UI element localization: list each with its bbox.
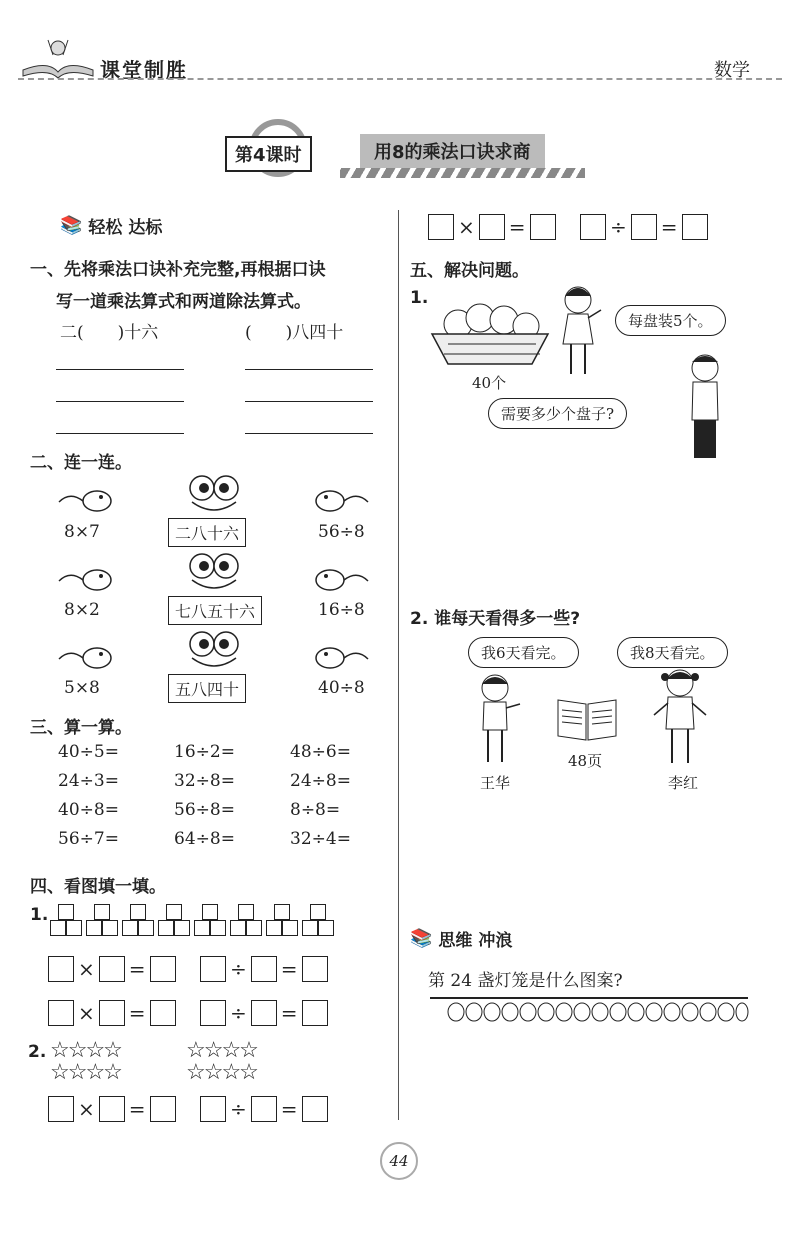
- q1-title: 一、先将乘法口诀补充完整,再根据口诀: [30, 260, 326, 280]
- name-wanghua: 王华: [480, 774, 511, 792]
- q1-right-prompt: ( )八四十: [245, 323, 344, 343]
- tadpole-icon: [312, 643, 372, 673]
- calc-item[interactable]: 16÷2=: [174, 742, 235, 762]
- q3-grid: [58, 742, 378, 849]
- subject-label: 数学: [714, 60, 750, 81]
- tadpole-icon: [312, 565, 372, 595]
- q4-item-2: 2.: [28, 1042, 47, 1062]
- equation-row: ÷ =: [200, 1096, 328, 1122]
- speech-bubble-wanghua: 我6天看完。: [468, 637, 579, 668]
- speech-bubble-lihong: 我8天看完。: [617, 637, 728, 668]
- tadpole-icon: [55, 565, 115, 595]
- match-middle-item[interactable]: 五八四十: [168, 674, 246, 703]
- section-think-heading: 📚 思维 冲浪: [410, 928, 513, 951]
- calc-item[interactable]: 24÷3=: [58, 771, 119, 791]
- calc-item[interactable]: 64÷8=: [174, 829, 235, 849]
- star-row: ☆☆☆☆: [50, 1038, 121, 1063]
- q4-title: 四、看图填一填。: [30, 877, 166, 897]
- books-icon: 📚: [60, 215, 83, 236]
- tadpole-icon: [312, 486, 372, 516]
- match-left-item[interactable]: 5×8: [64, 678, 100, 698]
- calc-item[interactable]: 32÷4=: [290, 829, 351, 849]
- tadpole-icon: [55, 486, 115, 516]
- star-row: ☆☆☆☆: [50, 1060, 121, 1085]
- calc-item[interactable]: 48÷6=: [290, 742, 351, 762]
- equation-row: ÷ =: [580, 214, 708, 240]
- frog-icon: [186, 474, 242, 514]
- girl-lihong-icon: [650, 665, 710, 770]
- frog-icon: [186, 552, 242, 592]
- star-row: ☆☆☆☆: [186, 1060, 257, 1085]
- equation-row: × =: [48, 1000, 176, 1026]
- match-middle-item[interactable]: 二八十六: [168, 518, 246, 547]
- boy-figure-icon: [680, 350, 735, 465]
- open-book-icon: [556, 696, 618, 742]
- column-divider: [398, 210, 399, 1120]
- calc-item[interactable]: 8÷8=: [290, 800, 341, 820]
- boy-wanghua-icon: [470, 670, 525, 770]
- equation-row: × =: [48, 1096, 176, 1122]
- speech-bubble-boy: 需要多少个盘子?: [488, 398, 627, 429]
- header-divider: [18, 78, 782, 80]
- page-number: 44: [380, 1142, 418, 1180]
- q1-left-prompt: 二( )十六: [60, 323, 159, 343]
- book-logo-icon: [18, 30, 98, 80]
- q2-title: 二、连一连。: [30, 453, 132, 473]
- equation-row: × =: [48, 956, 176, 982]
- equation-row: ÷ =: [200, 956, 328, 982]
- name-lihong: 李红: [668, 774, 699, 792]
- star-row: ☆☆☆☆: [186, 1038, 257, 1063]
- answer-line[interactable]: [245, 400, 373, 402]
- tadpole-icon: [55, 643, 115, 673]
- brand-title: 课堂制胜: [100, 58, 188, 82]
- grouping-boxes: [50, 904, 338, 936]
- book-pages: 48页: [568, 752, 603, 770]
- answer-line[interactable]: [56, 432, 184, 434]
- speech-bubble-girl: 每盘装5个。: [615, 305, 726, 336]
- fruit-basket-icon: [428, 296, 553, 371]
- q5-title: 五、解决问题。: [410, 261, 529, 281]
- think-question: 第 24 盏灯笼是什么图案?: [428, 971, 623, 991]
- q3-title: 三、算一算。: [30, 718, 132, 738]
- basket-count: 40个: [472, 374, 507, 392]
- calc-item[interactable]: 56÷7=: [58, 829, 119, 849]
- lesson-number: 第4课时: [225, 136, 312, 172]
- girl-figure-icon: [553, 282, 608, 382]
- calc-item[interactable]: 32÷8=: [174, 771, 235, 791]
- equation-row: ÷ =: [200, 1000, 328, 1026]
- equation-row: × =: [428, 214, 556, 240]
- q5-item-2: 2. 谁每天看得多一些?: [410, 609, 581, 629]
- match-left-item[interactable]: 8×2: [64, 600, 100, 620]
- calc-item[interactable]: 40÷8=: [58, 800, 119, 820]
- lesson-title: 用8的乘法口诀求商: [360, 134, 545, 168]
- answer-line[interactable]: [56, 368, 184, 370]
- match-right-item[interactable]: 16÷8: [318, 600, 365, 620]
- answer-line[interactable]: [245, 432, 373, 434]
- match-right-item[interactable]: 40÷8: [318, 678, 365, 698]
- calc-item[interactable]: 24÷8=: [290, 771, 351, 791]
- answer-line[interactable]: [245, 368, 373, 370]
- books-icon: 📚: [410, 928, 433, 949]
- calc-item[interactable]: 40÷5=: [58, 742, 119, 762]
- answer-line[interactable]: [56, 400, 184, 402]
- q1-title-line2: 写一道乘法算式和两道除法算式。: [56, 292, 311, 312]
- match-right-item[interactable]: 56÷8: [318, 522, 365, 542]
- match-left-item[interactable]: 8×7: [64, 522, 100, 542]
- calc-item[interactable]: 56÷8=: [174, 800, 235, 820]
- section-easy-heading: 📚 轻松 达标: [60, 215, 163, 238]
- q4-item-1: 1.: [30, 905, 49, 925]
- banner-stripe: [340, 168, 585, 178]
- frog-icon: [186, 630, 242, 670]
- match-middle-item[interactable]: 七八五十六: [168, 596, 262, 625]
- lantern-row-icon: [428, 994, 750, 1024]
- q5-item-1: 1.: [410, 288, 429, 308]
